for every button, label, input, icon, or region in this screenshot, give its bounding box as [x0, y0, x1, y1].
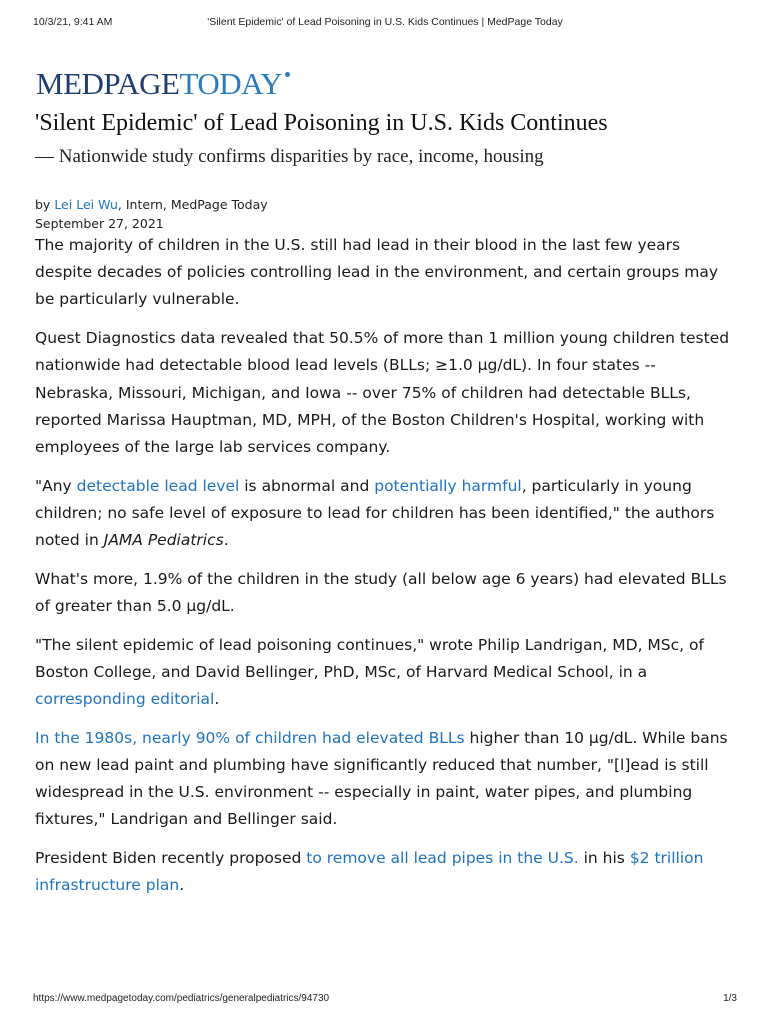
paragraph-text: .: [214, 690, 220, 709]
paragraph-1: The majority of children in the U.S. still had lead in their blood in the last few years despite decades of policies controlling lead in the environment, and certain groups may be particularly vulnerable.: [35, 236, 719, 309]
article-body: [35, 232, 735, 911]
article-subheadline: — Nationwide study confirms disparities by race, income, housing: [35, 146, 544, 167]
print-page-title: 'Silent Epidemic' of Lead Poisoning in U.S. Kids Continues | MedPage Today: [207, 16, 563, 28]
author-link[interactable]: Lei Lei Wu: [54, 197, 118, 212]
link-infrastructure-plan[interactable]: $2 trillion infrastructure plan: [35, 849, 704, 895]
print-header: [33, 16, 737, 32]
byline-prefix: by: [35, 197, 55, 212]
byline: [35, 195, 268, 233]
link-potentially-harmful[interactable]: potentially harmful: [374, 476, 522, 495]
paragraph-7: [35, 845, 735, 899]
link-corresponding-editorial[interactable]: corresponding editorial: [35, 690, 215, 709]
print-footer-url: https://www.medpagetoday.com/pediatrics/generalpediatrics/94730: [33, 993, 330, 1004]
link-remove-lead-pipes[interactable]: to remove all lead pipes in the U.S.: [306, 849, 579, 868]
paragraph-text: is abnormal and: [239, 476, 375, 495]
paragraph-2: Quest Diagnostics data revealed that 50.5% of more than 1 million young children tested nationwide had detectable blood lead levels (BLLs; ≥1.0 µg/dL). In four states -- Nebraska, Missouri, Michigan, and Iowa -- over 75% of children had detectable BLLs, reported Marissa Hauptman, MD, MPH, of the Boston Children's Hospital, working with employees of the large lab services company.: [35, 329, 730, 456]
print-footer: [33, 993, 737, 1007]
byline-role: , Intern, MedPage Today: [117, 197, 268, 212]
paragraph-3: [35, 473, 735, 555]
paragraph-4: What's more, 1.9% of the children in the study (all below age 6 years) had elevated BLLs of greater than 5.0 µg/dL.: [35, 569, 727, 615]
paragraph-6: [35, 725, 735, 834]
article-headline: 'Silent Epidemic' of Lead Poisoning in U.S. Kids Continues: [35, 110, 608, 136]
paragraph-text: President Biden recently proposed: [35, 849, 307, 868]
paragraph-text: "Any: [35, 476, 77, 495]
publish-date: September 27, 2021: [35, 216, 164, 231]
paragraph-text: in his: [578, 849, 630, 868]
byline-author-line: [35, 195, 268, 214]
paragraph-text: higher than 10 µg/dL. While bans on new lead paint and plumbing have significantly reduced that number, "[l]ead is still widespread in the U.S. environment -- especially in paint, water pipes, and plumbing fixtures," Landrigan and Bellinger said.: [35, 728, 728, 829]
link-detectable-lead-level[interactable]: detectable lead level: [76, 476, 240, 495]
print-page-number: 1/3: [723, 993, 737, 1004]
paragraph-text: .: [223, 531, 229, 550]
paragraph-text: , particularly in young children; no safe level of exposure to lead for children has been identified," the authors noted in: [35, 476, 715, 550]
paragraph-5: [35, 632, 735, 714]
link-1980s-elevated-blls[interactable]: In the 1980s, nearly 90% of children had elevated BLLs: [35, 728, 465, 747]
print-datetime: 10/3/21, 9:41 AM: [33, 16, 113, 28]
logo-text-medpage: MEDPAGE: [36, 66, 180, 101]
logo-text-today: TODAY: [179, 66, 283, 101]
paragraph-text: "The silent epidemic of lead poisoning continues," wrote Philip Landrigan, MD, MSc, of Boston College, and David Bellinger, PhD, MSc, of Harvard Medical School, in a: [35, 635, 704, 681]
logo-dot-icon: [285, 72, 290, 77]
journal-name: JAMA Pediatrics: [103, 531, 224, 550]
paragraph-text: .: [179, 876, 185, 895]
medpage-today-logo[interactable]: [36, 66, 290, 102]
